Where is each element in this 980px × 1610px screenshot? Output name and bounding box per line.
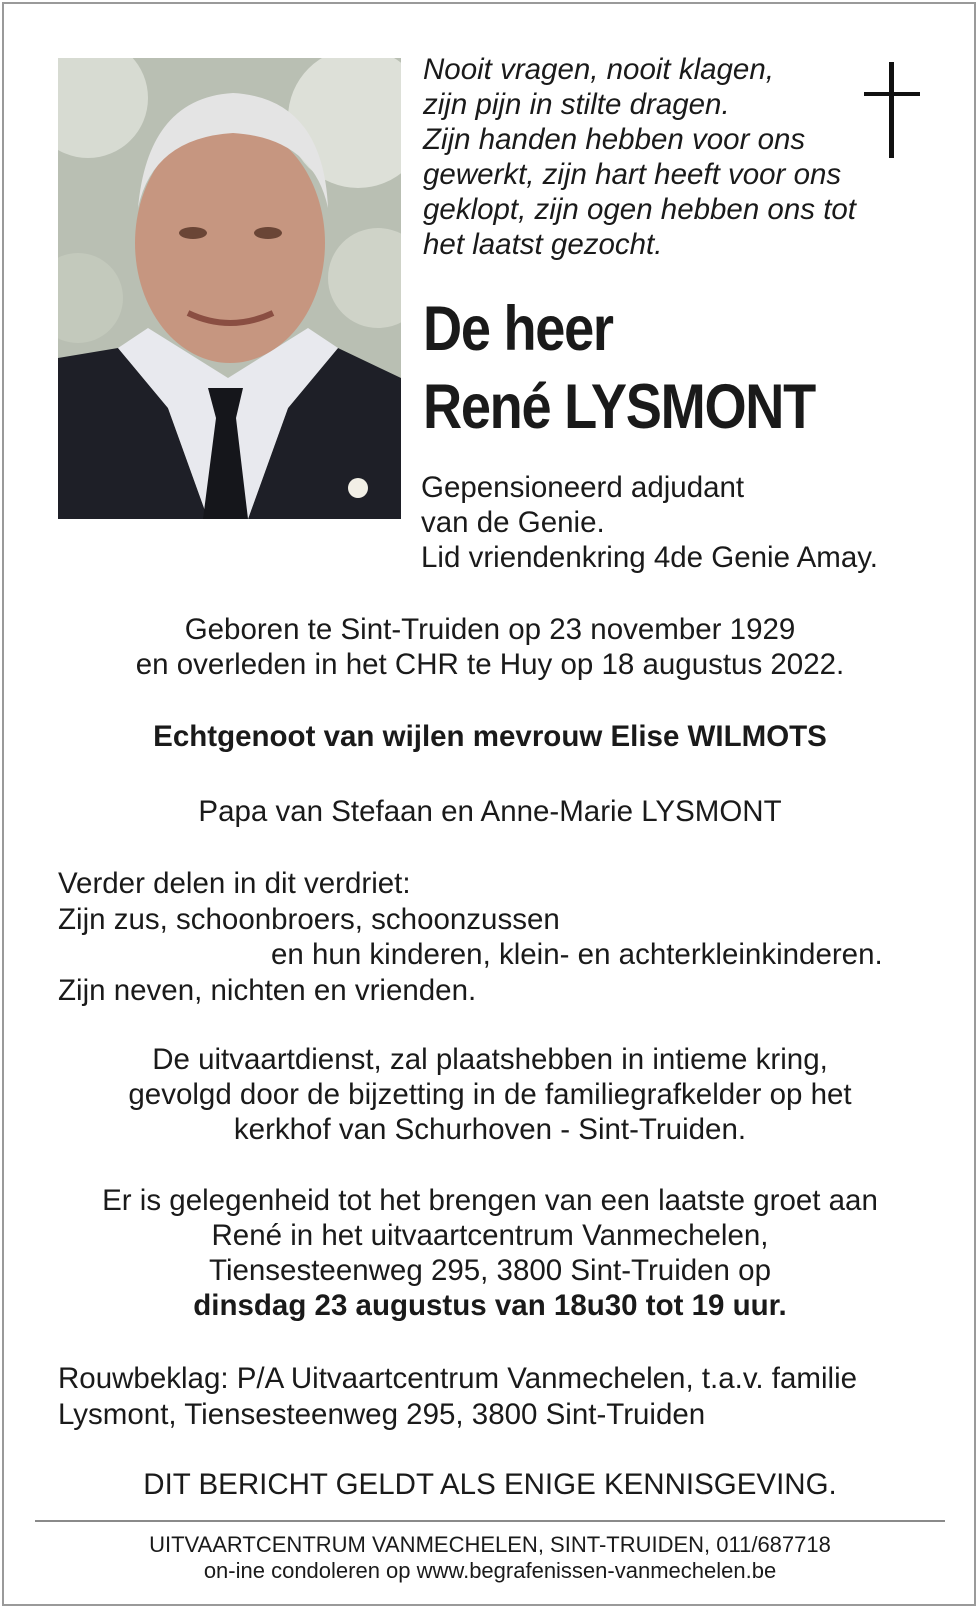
memorial-poem xyxy=(423,52,893,262)
divider xyxy=(35,1520,945,1522)
footer-contact: UITVAARTCENTRUM VANMECHELEN, SINT-TRUIDEN, 011/687718 xyxy=(149,1532,831,1557)
footer-website[interactable]: on-ine condoleren op www.begrafenissen-vanmechelen.be xyxy=(203,1558,777,1583)
portrait-photo xyxy=(58,58,401,519)
deceased-name xyxy=(423,290,815,446)
visitation-info xyxy=(0,1183,980,1323)
notice-line: DIT BERICHT GELDT ALS ENIGE KENNISGEVING. xyxy=(143,1468,837,1501)
visitation-line: Er is gelegenheid tot het brengen van een laatste groet aan xyxy=(102,1184,878,1217)
family-line: Zijn neven, nichten en vrienden. xyxy=(58,973,477,1007)
poem-line: Nooit vragen, nooit klagen, xyxy=(423,53,774,86)
poem-line: het laatst gezocht. xyxy=(423,228,663,261)
funeral-home-footer xyxy=(0,1532,980,1584)
service-line: kerkhof van Schurhoven - Sint-Truiden. xyxy=(233,1113,747,1146)
poem-line: geklopt, zijn ogen hebben ons tot xyxy=(423,193,856,226)
visitation-line: Tiensesteenweg 295, 3800 Sint-Truiden op xyxy=(209,1254,771,1287)
cross-icon xyxy=(864,62,920,158)
poem-line: gewerkt, zijn hart heeft voor ons xyxy=(423,158,842,191)
spouse-line: Echtgenoot van wijlen mevrouw Elise WILMOTS xyxy=(153,720,827,753)
family-list xyxy=(58,866,883,1008)
family-line: en hun kinderen, klein- en achterkleinkinderen. xyxy=(271,938,883,971)
service-line: gevolgd door de bijzetting in de familiegrafkelder op het xyxy=(128,1078,852,1111)
funeral-service-info xyxy=(0,1042,980,1147)
family-line: Verder delen in dit verdriet: xyxy=(58,867,411,900)
service-line: De uitvaartdienst, zal plaatshebben in intieme kring, xyxy=(152,1043,828,1076)
title-line: van de Genie. xyxy=(421,506,605,539)
title-line: Gepensioneerd adjudant xyxy=(421,471,745,504)
family-line: Zijn zus, schoonbroers, schoonzussen xyxy=(58,902,560,936)
visitation-line: René in het uitvaartcentrum Vanmechelen, xyxy=(211,1219,769,1252)
birth-line: Geboren te Sint-Truiden op 23 november 1929 xyxy=(184,613,796,646)
title-line: Lid vriendenkring 4de Genie Amay. xyxy=(421,541,878,574)
deceased-titles xyxy=(421,470,878,575)
poem-line: zijn pijn in stilte dragen. xyxy=(423,88,730,121)
children-line: Papa van Stefaan en Anne-Marie LYSMONT xyxy=(198,795,782,828)
name-title: De heer xyxy=(423,294,613,364)
address-line: Lysmont, Tiensesteenweg 295, 3800 Sint-Truiden xyxy=(58,1397,706,1431)
birth-death-info xyxy=(0,612,980,682)
name-full: René LYSMONT xyxy=(423,372,815,442)
visitation-date: dinsdag 23 augustus van 18u30 tot 19 uur. xyxy=(193,1289,787,1322)
condolence-address xyxy=(58,1361,857,1432)
death-line: en overleden in het CHR te Huy op 18 augustus 2022. xyxy=(135,648,845,681)
poem-line: Zijn handen hebben voor ons xyxy=(423,123,806,156)
address-line: Rouwbeklag: P/A Uitvaartcentrum Vanmechelen, t.a.v. familie xyxy=(58,1362,858,1395)
